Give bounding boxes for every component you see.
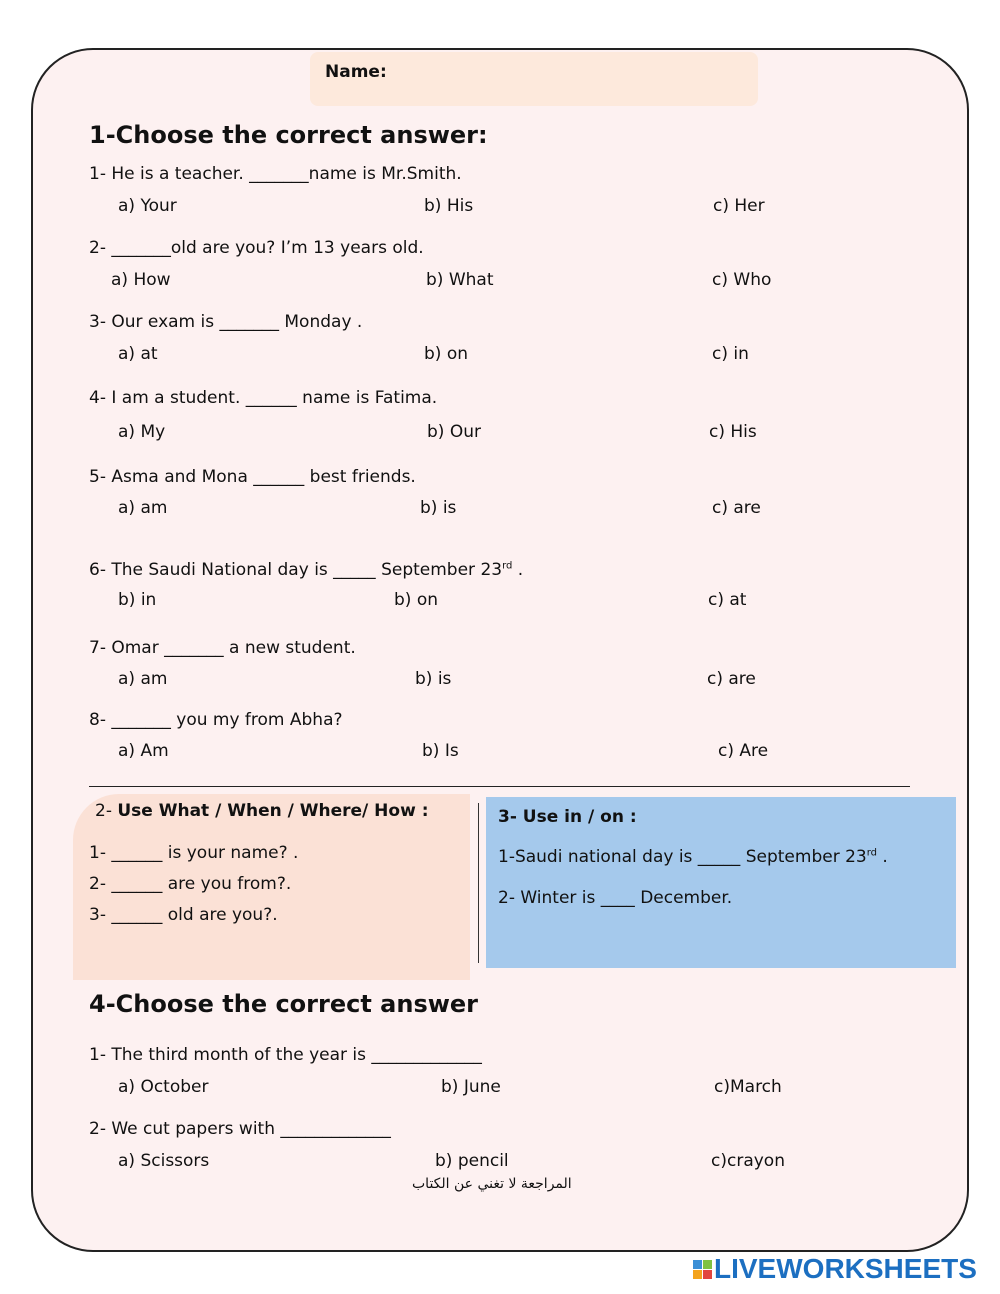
section1-q5-option-b[interactable]: b) is bbox=[420, 498, 457, 518]
section1-q4-option-c[interactable]: c) His bbox=[709, 422, 757, 442]
question-text: 1- He is a teacher. _______name is Mr.Smith. bbox=[89, 164, 462, 184]
section1-q5-option-c[interactable]: c) are bbox=[712, 498, 761, 518]
question-text: 2- _______old are you? I’m 13 years old. bbox=[89, 238, 424, 258]
section1-q7-option-b[interactable]: b) is bbox=[415, 669, 452, 689]
section1-question-5 bbox=[89, 467, 416, 487]
name-field[interactable] bbox=[310, 52, 758, 106]
section1-q4-option-a[interactable]: a) My bbox=[118, 422, 166, 442]
section3-item-1[interactable] bbox=[498, 847, 888, 867]
section1-q2-option-b[interactable]: b) What bbox=[426, 270, 494, 290]
section3-item-1-sup: rd bbox=[866, 847, 878, 859]
section1-q3-option-c[interactable]: c) in bbox=[712, 344, 749, 364]
section3-item-1-text: 1-Saudi national day is _____ September 23 bbox=[498, 847, 867, 867]
section1-q4-option-b[interactable]: b) Our bbox=[427, 422, 481, 442]
section1-q8-option-a[interactable]: a) Am bbox=[118, 741, 169, 761]
logo-mark-square bbox=[693, 1270, 702, 1279]
question-text: 7- Omar _______ a new student. bbox=[89, 638, 356, 658]
section2-item-1[interactable]: 1- ______ is your name? . bbox=[89, 843, 299, 863]
section4-q2-option-b[interactable]: b) pencil bbox=[435, 1151, 509, 1171]
section1-q1-option-c[interactable]: c) Her bbox=[713, 196, 765, 216]
section3-item-2[interactable]: 2- Winter is ____ December. bbox=[498, 888, 733, 908]
question-text: 5- Asma and Mona ______ best friends. bbox=[89, 467, 416, 487]
section1-q1-option-a[interactable]: a) Your bbox=[118, 196, 177, 216]
liveworksheets-logo bbox=[693, 1254, 977, 1284]
section4-q1-option-b[interactable]: b) June bbox=[441, 1077, 501, 1097]
section2-item-2[interactable]: 2- ______ are you from?. bbox=[89, 874, 292, 894]
section4-heading: 4-Choose the correct answer bbox=[89, 990, 479, 1018]
section1-q3-option-b[interactable]: b) on bbox=[424, 344, 469, 364]
section1-heading: 1-Choose the correct answer: bbox=[89, 121, 488, 149]
section4-question-1: 1- The third month of the year is _____________ bbox=[89, 1045, 482, 1065]
question-text: 8- _______ you my from Abha? bbox=[89, 710, 343, 730]
logo-mark-square bbox=[693, 1260, 702, 1269]
divider-line bbox=[89, 786, 910, 787]
section2-item-3[interactable]: 3- ______ old are you?. bbox=[89, 905, 278, 925]
section2-heading-prefix: 2- bbox=[95, 801, 118, 821]
question-text: 4- I am a student. ______ name is Fatima. bbox=[89, 388, 438, 408]
section4-q2-option-a[interactable]: a) Scissors bbox=[118, 1151, 210, 1171]
section1-question-2 bbox=[89, 238, 424, 258]
question-sup: rd bbox=[502, 560, 513, 572]
section1-q2-option-c[interactable]: c) Who bbox=[712, 270, 772, 290]
section1-q5-option-a[interactable]: a) am bbox=[118, 498, 168, 518]
question-text: 6- The Saudi National day is _____ September 23 bbox=[89, 560, 503, 580]
section1-q2-option-a[interactable]: a) How bbox=[111, 270, 171, 290]
logo-mark-square bbox=[703, 1270, 712, 1279]
logo-text: LIVEWORKSHEETS bbox=[714, 1253, 977, 1284]
footer-note: المراجعة لا تغني عن الكتاب bbox=[412, 1176, 572, 1192]
section1-question-3 bbox=[89, 312, 362, 332]
section1-question-1 bbox=[89, 164, 462, 184]
section1-q3-option-a[interactable]: a) at bbox=[118, 344, 158, 364]
name-label: Name: bbox=[325, 62, 387, 82]
vertical-divider bbox=[478, 803, 479, 963]
section1-q6-option-b[interactable]: b) on bbox=[394, 590, 439, 610]
section4-q1-option-c[interactable]: c)March bbox=[714, 1077, 782, 1097]
logo-mark-icon bbox=[693, 1260, 712, 1279]
section4-question-2: 2- We cut papers with _____________ bbox=[89, 1119, 391, 1139]
section1-question-6 bbox=[89, 560, 523, 580]
section4-q1-option-a[interactable]: a) October bbox=[118, 1077, 209, 1097]
section4-q2-option-c[interactable]: c)crayon bbox=[711, 1151, 785, 1171]
logo-mark-square bbox=[703, 1260, 712, 1269]
section3-heading: 3- Use in / on : bbox=[498, 807, 637, 827]
section1-q6-option-c[interactable]: c) at bbox=[708, 590, 747, 610]
section2-heading-text: Use What / When / Where/ How : bbox=[117, 801, 429, 821]
section1-q6-option-a[interactable]: b) in bbox=[118, 590, 157, 610]
section2-heading bbox=[95, 801, 429, 821]
section1-q1-option-b[interactable]: b) His bbox=[424, 196, 474, 216]
section1-q8-option-c[interactable]: c) Are bbox=[718, 741, 769, 761]
section1-q7-option-a[interactable]: a) am bbox=[118, 669, 168, 689]
question-end: . bbox=[512, 560, 524, 580]
section3-item-1-end: . bbox=[877, 847, 888, 867]
question-text: 3- Our exam is _______ Monday . bbox=[89, 312, 363, 332]
section1-question-7 bbox=[89, 638, 356, 658]
section1-question-4 bbox=[89, 388, 437, 408]
section1-q8-option-b[interactable]: b) Is bbox=[422, 741, 459, 761]
section1-question-8 bbox=[89, 710, 343, 730]
section1-q7-option-c[interactable]: c) are bbox=[707, 669, 756, 689]
